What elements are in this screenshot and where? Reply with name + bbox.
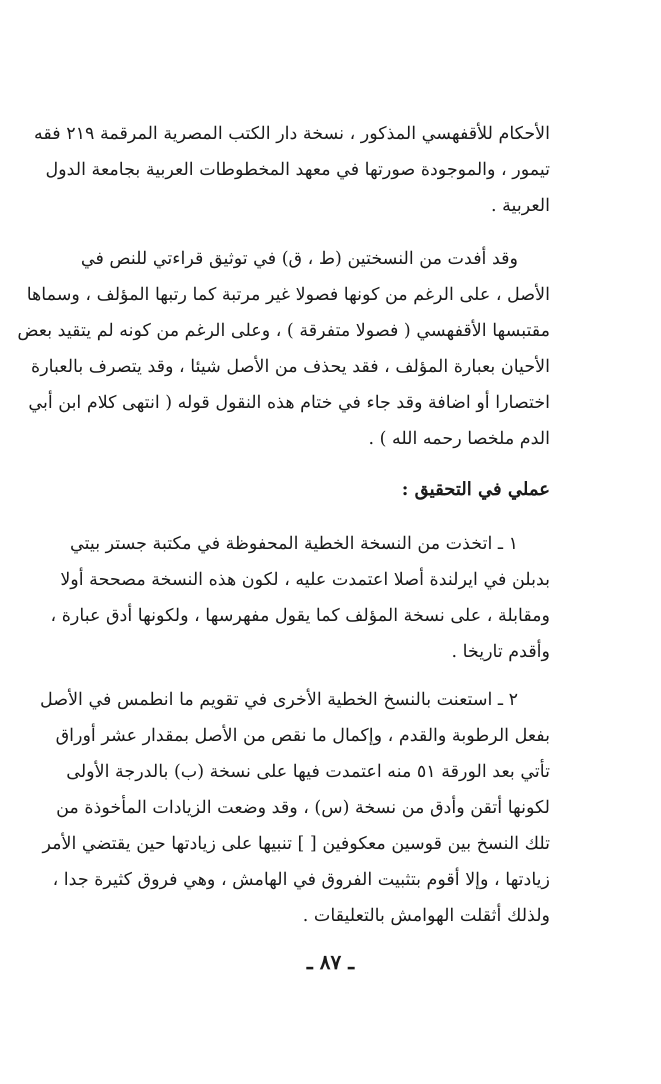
text-line: الأصل ، على الرغم من كونها فصولا غير مرتبة كما رتبها المؤلف ، وسماها xyxy=(26,285,550,305)
text-line: وأقدم تاريخا . xyxy=(451,642,550,662)
text-line: الأحيان بعبارة المؤلف ، فقد يحذف من الأصل شيئا ، وقد يتصرف بالعبارة xyxy=(31,357,550,377)
text-line: تيمور ، والموجودة صورتها في معهد المخطوطات العربية بجامعة الدول xyxy=(45,160,550,180)
list-item-1 xyxy=(50,526,550,670)
text-line: لكونها أتقن وأدق من نسخة (س) ، وقد وضعت الزيادات المأخوذة من xyxy=(56,798,550,818)
page-number: ـ ٨٧ ـ xyxy=(306,950,355,974)
paragraph-sources xyxy=(34,116,550,224)
text-line: زيادتها ، وإلا أقوم بتثبيت الفروق في الهامش ، وهي فروق كثيرة جدا ، xyxy=(52,870,550,890)
text-line: اختصارا أو اضافة وقد جاء في ختام هذه النقول قوله ( انتهى كلام ابن أبي xyxy=(28,393,550,413)
section-heading: عملي في التحقيق : xyxy=(401,479,550,500)
text-line: ١ ـ اتخذت من النسخة الخطية المحفوظة في مكتبة جستر بيتي xyxy=(70,534,518,554)
text-line: ولذلك أثقلت الهوامش بالتعليقات . xyxy=(302,906,550,926)
text-line: ومقابلة ، على نسخة المؤلف كما يقول مفهرسها ، ولكونها أدق عبارة ، xyxy=(50,606,550,626)
text-line: وقد أفدت من النسختين (ط ، ق) في توثيق قراءتي للنص في xyxy=(80,249,518,269)
text-line: الدم ملخصا رحمه الله ) . xyxy=(368,429,550,449)
text-line: بفعل الرطوبة والقدم ، وإكمال ما نقص من الأصل بمقدار عشر أوراق xyxy=(55,726,550,746)
text-line: بدبلن في ايرلندة أصلا اعتمدت عليه ، لكون هذه النسخة مصححة أولا xyxy=(60,570,550,590)
text-line: تأتي بعد الورقة ٥١ منه اعتمدت فيها على نسخة (ب) بالدرجة الأولى xyxy=(66,762,550,782)
text-line: مقتبسها الأقفهسي ( فصولا متفرقة ) ، وعلى الرغم من كونه لم يتقيد بعض xyxy=(17,321,550,341)
text-line: تلك النسخ بين قوسين معكوفين [ ] تنبيها على زيادتها حين يقتضي الأمر xyxy=(42,834,550,854)
text-line: الأحكام للأقفهسي المذكور ، نسخة دار الكتب المصرية المرقمة ٢١٩ فقه xyxy=(34,124,550,144)
text-line: ٢ ـ استعنت بالنسخ الخطية الأخرى في تقويم ما انطمس في الأصل xyxy=(39,690,518,710)
paragraph-manuscripts-usage xyxy=(17,241,550,457)
text-line: العربية . xyxy=(491,196,550,216)
list-item-2 xyxy=(39,682,550,934)
